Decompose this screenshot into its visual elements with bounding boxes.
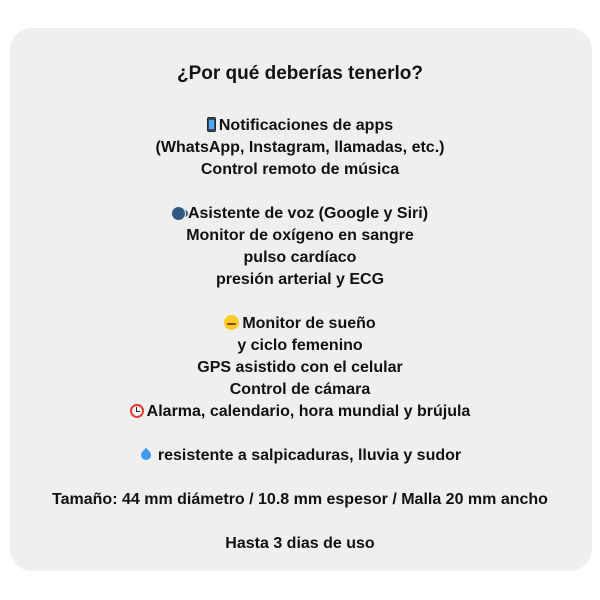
oxygen-monitor-line: [0, 226, 600, 246]
blood-pressure-ecg: presión arterial y ECG: [215, 271, 385, 288]
heart-rate-line: [0, 248, 600, 268]
notifications-apps-line: [0, 138, 600, 158]
voice-assistant: Asistente de voz (Google y Siri): [187, 205, 429, 222]
page-title: [0, 62, 600, 86]
notifications-apps: (WhatsApp, Instagram, llamadas, etc.): [155, 139, 445, 156]
blood-pressure-line: [0, 270, 600, 290]
sleep-monitor-line: [0, 314, 600, 334]
battery-spec-line: [0, 534, 600, 554]
gps: GPS asistido con el celular: [197, 359, 403, 376]
voice-assistant-line: [0, 204, 600, 224]
gps-line: [0, 358, 600, 378]
sleep-monitor: Monitor de sueño: [242, 315, 376, 332]
alarm-calendar-line: [0, 402, 600, 422]
speaking-head-icon: [172, 207, 185, 220]
water-resistance: resistente a salpicaduras, lluvia y sudor: [157, 447, 462, 464]
droplet-icon: [139, 448, 153, 462]
alarm-clock-icon: [130, 404, 144, 418]
camera-control: Control de cámara: [229, 381, 371, 398]
notifications-title: Notificaciones de apps: [218, 117, 394, 134]
female-cycle: y ciclo femenino: [237, 337, 363, 354]
music-control-line: [0, 160, 600, 180]
water-resistance-line: [0, 446, 600, 466]
sleeping-face-icon: [224, 315, 239, 330]
mobile-phone-icon: [207, 117, 216, 132]
female-cycle-line: [0, 336, 600, 356]
oxygen-monitor: Monitor de oxígeno en sangre: [186, 227, 414, 244]
heart-rate: pulso cardíaco: [243, 249, 357, 266]
music-control: Control remoto de música: [200, 161, 400, 178]
alarm-calendar: Alarma, calendario, hora mundial y brújula: [146, 403, 471, 420]
size-spec: Tamaño: 44 mm diámetro / 10.8 mm espesor / Malla 20 mm ancho: [52, 491, 548, 508]
notifications-line: [0, 116, 600, 136]
camera-control-line: [0, 380, 600, 400]
battery-spec: Hasta 3 dias de uso: [225, 535, 375, 552]
page-title-text: ¿Por qué deberías tenerlo?: [177, 63, 423, 84]
size-spec-line: [0, 490, 600, 510]
